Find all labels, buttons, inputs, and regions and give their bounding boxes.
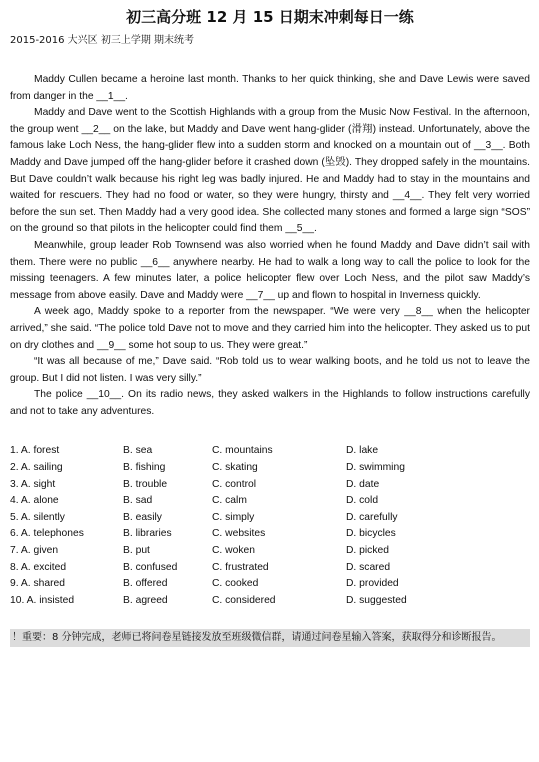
question-row bbox=[10, 526, 530, 543]
question-row bbox=[10, 510, 530, 527]
option-d: D. provided bbox=[346, 578, 399, 590]
paragraph: “It was all because of me,” Dave said. “Rob told us to wear walking boots, and he told us not to leave the group. But I did not listen. I was very silly.” bbox=[10, 356, 530, 384]
option-a: 5. A. silently bbox=[10, 511, 65, 523]
option-c: C. simply bbox=[212, 511, 255, 523]
paragraph: The police __10__. On its radio news, they asked walkers in the Highlands to follow instructions carefully and not to take any adventures. bbox=[10, 389, 530, 417]
option-c: C. woken bbox=[212, 545, 255, 557]
option-a: 1. A. forest bbox=[10, 445, 60, 457]
option-d: D. swimming bbox=[346, 462, 405, 474]
paragraph: Maddy Cullen became a heroine last month. Thanks to her quick thinking, she and Dave Lewis were saved from danger in the __1__. bbox=[10, 74, 530, 102]
option-d: D. picked bbox=[346, 545, 389, 557]
question-row bbox=[10, 560, 530, 577]
important-notice: ！重要：8 分钟完成，老师已将问卷星链接发放至班级微信群，请通过问卷星输入答案，获取得分和诊断报告。 bbox=[10, 629, 530, 647]
question-row bbox=[10, 543, 530, 560]
page-title: 初三高分班 12 月 15 日期末冲刺每日一练 bbox=[126, 8, 414, 26]
option-a: 6. A. telephones bbox=[10, 528, 84, 540]
option-b: B. sad bbox=[123, 495, 153, 507]
option-b: B. libraries bbox=[123, 528, 172, 540]
option-c: C. mountains bbox=[212, 445, 273, 457]
paragraph: Maddy and Dave went to the Scottish Highlands with a group from the Music Now Festival. In the afternoon, the group went __2__ on the lake, but Maddy and Dave went hang-glider (滑翔) instead. Unfortunately, above the famous lake Loch Ness, the hang-glider flew into a sudden storm and knocked on a mountain out of __3__. Both Maddy and Dave jumped off the hang-glider before it crashed down (坠毁). They dropped safely in the mountains. But Dave couldn’t walk because his right leg was badly injured. He and Maddy had to stay in the mountains and waited for rescuers. They had no food or water, so they were hungry, thirsty and __4__. They felt very worried before the sun set. Then Maddy had a very good idea. She collected many stones and formed a large sign “SOS” on the ground so that pilots in the helicopter could find them __5__. bbox=[10, 107, 530, 235]
question-row bbox=[10, 477, 530, 494]
option-a: 4. A. alone bbox=[10, 495, 59, 507]
answer-options bbox=[10, 443, 530, 609]
option-c: C. cooked bbox=[212, 578, 259, 590]
paragraph: Meanwhile, group leader Rob Townsend was also worried when he found Maddy and Dave didn’t sail with them. There were no public __6__ anywhere nearby. He had to walk a long way to call the police to look for the missing teenagers. A few minutes later, a police helicopter flew over Loch Ness, and the pilot saw Maddy’s message from above easily. Dave and Maddy were __7__ up and flown to hospital in Inverness quickly. bbox=[10, 239, 530, 301]
option-c: C. control bbox=[212, 478, 257, 490]
question-row bbox=[10, 593, 530, 610]
option-a: 9. A. shared bbox=[10, 578, 65, 590]
option-a: 8. A. excited bbox=[10, 561, 67, 573]
option-b: B. sea bbox=[123, 445, 153, 457]
option-b: B. easily bbox=[123, 511, 162, 523]
option-b: B. confused bbox=[123, 561, 178, 573]
option-b: B. trouble bbox=[123, 478, 168, 490]
option-d: D. scared bbox=[346, 561, 391, 573]
option-c: C. considered bbox=[212, 594, 276, 606]
option-a: 7. A. given bbox=[10, 545, 59, 557]
question-row bbox=[10, 460, 530, 477]
question-row bbox=[10, 493, 530, 510]
option-c: C. frustrated bbox=[212, 561, 269, 573]
question-row bbox=[10, 576, 530, 593]
worksheet-page bbox=[10, 6, 530, 647]
option-b: B. offered bbox=[123, 578, 168, 590]
option-b: B. fishing bbox=[123, 462, 166, 474]
question-row bbox=[10, 443, 530, 460]
option-d: D. suggested bbox=[346, 594, 407, 606]
option-d: D. carefully bbox=[346, 511, 398, 523]
option-d: D. lake bbox=[346, 445, 379, 457]
option-c: C. calm bbox=[212, 495, 247, 507]
option-a: 10. A. insisted bbox=[10, 594, 75, 606]
option-a: 3. A. sight bbox=[10, 478, 56, 490]
exam-source: 2015-2016 大兴区 初三上学期 期末统考 bbox=[10, 35, 195, 46]
option-d: D. date bbox=[346, 478, 380, 490]
option-b: B. agreed bbox=[123, 594, 168, 606]
option-b: B. put bbox=[123, 545, 150, 557]
option-d: D. cold bbox=[346, 495, 379, 507]
reading-passage bbox=[10, 72, 530, 420]
option-d: D. bicycles bbox=[346, 528, 396, 540]
option-c: C. websites bbox=[212, 528, 266, 540]
option-c: C. skating bbox=[212, 462, 258, 474]
paragraph: A week ago, Maddy spoke to a reporter from the newspaper. “We were very __8__ when the helicopter arrived,” she said. “The police told Dave not to move and they carried him into the helicopter. They asked us to put on dry clothes and __9__ some hot soup to us. They were great.” bbox=[10, 306, 530, 351]
option-a: 2. A. sailing bbox=[10, 462, 63, 474]
